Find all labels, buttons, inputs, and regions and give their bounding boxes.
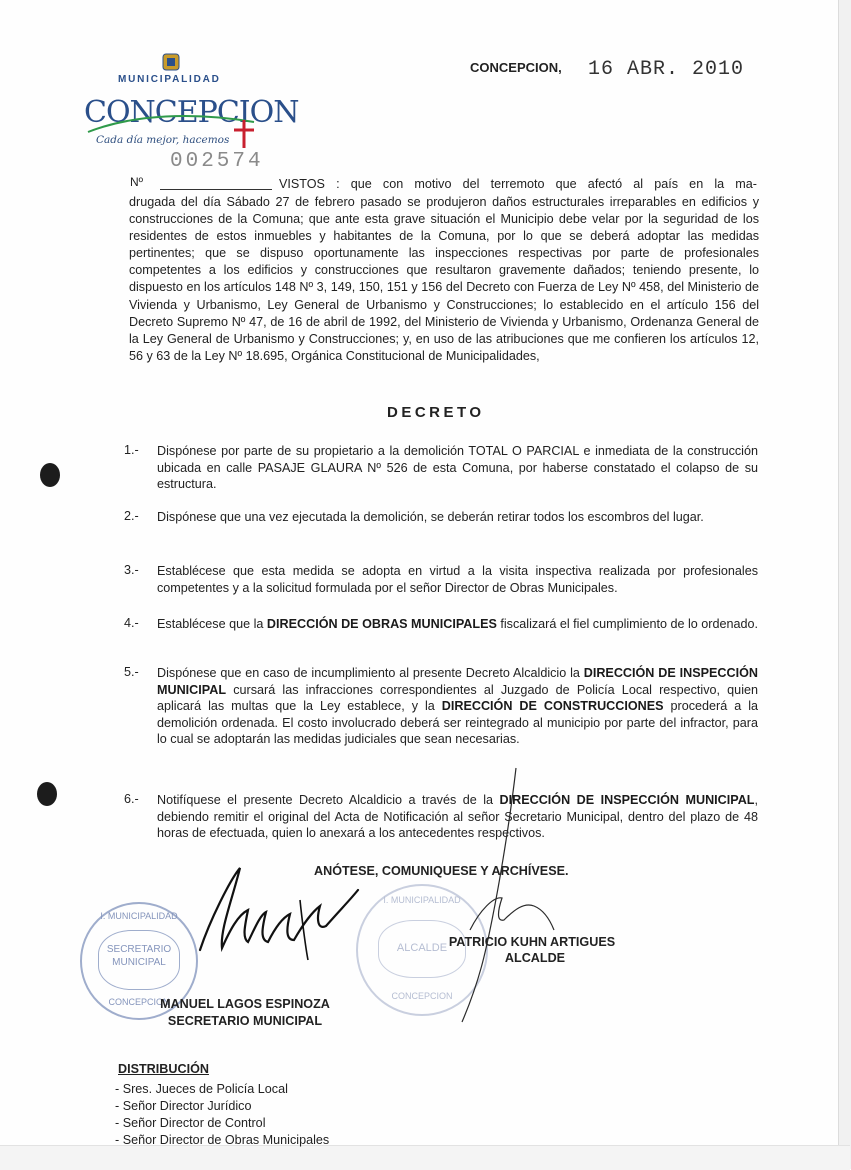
page-edge: [838, 0, 851, 1169]
seal-center-text: SECRETARIO: [106, 944, 172, 955]
logo-municipalidad-text: MUNICIPALIDAD: [118, 74, 221, 85]
decree-item-3: [124, 563, 758, 596]
item-text-run: fiscalizará el fiel cumplimiento de lo ordenado.: [496, 617, 758, 631]
date-stamp: 16 ABR. 2010: [588, 58, 745, 81]
item-text-run: procederá a la demolición ordenada. El costo involucrado deberá ser reintegrado al municipio por parte del infractor, para lo cual se adoptarán las medidas judiciales que sean necesarias.: [157, 699, 759, 747]
item-number: 2.-: [124, 509, 139, 523]
vistos-body: drugada del día Sábado 27 de febrero pasado se produjeron daños estructurales irreparables en edificios y construcciones de la Comuna; que ante esta grave situación el Municipio debe velar por la seguridad de los residentes de estos inmuebles y habitantes de la Comuna, por lo que se deberá adoptar las medidas pertinentes; que se dispuso oportunamente las inspecciones respectivas por parte de profesionales competentes a los edificios y construcciones que resultaron gravemente dañados; teniendo presente, lo dispuesto en los artículos 148 Nº 3, 149, 150, 151 y 156 del Decreto con Fuerza de Ley Nº 458, del Ministerio de Vivienda y Urbanismo, Ley General de Urbanismo y Construcciones; lo establecido en el artículo 156 del Decreto Supremo Nº 47, de 16 de abril de 1992, del Ministerio de Vivienda y Urbanismo, Ordenanza General de la Ley General de Urbanismo y Construcciones; y, en uso de las atribuciones que me confieren los artículos 12, 56 y 63 de la Ley Nº 18.695, Orgánica Constitucional de Municipalidades,: [129, 195, 759, 363]
decree-item-1: [124, 443, 758, 493]
punch-hole: [37, 782, 57, 806]
item-bold-run: DIRECCIÓN DE CONSTRUCCIONES: [441, 699, 664, 714]
alcalde-title: ALCALDE: [504, 951, 566, 965]
alcalde-name: PATRICIO KUHN ARTIGUES: [448, 935, 616, 949]
item-bold-run: DIRECCIÓN DE INSPECCIÓN MUNICIPAL: [157, 666, 758, 697]
decree-number-stamp: 002574: [170, 150, 264, 173]
distribution-list: [115, 1081, 329, 1149]
municipality-logo: [84, 52, 299, 156]
item-text: [157, 665, 758, 748]
secretario-signature: [190, 860, 380, 980]
item-number: 4.-: [124, 616, 139, 630]
seal-ring-text: I. MUNICIPALIDAD: [383, 895, 461, 905]
city-label: CONCEPCION,: [470, 60, 562, 75]
distribution-item: - Señor Director de Obras Municipales: [115, 1133, 330, 1147]
distribution-item: - Señor Director de Control: [115, 1116, 266, 1130]
item-text: [157, 563, 758, 596]
item-text-run: Notifíquese el presente Decreto Alcaldicio a través de la: [157, 793, 500, 807]
seal-bottom-text: CONCEPCION: [108, 997, 170, 1007]
decreto-heading: DECRETO: [387, 404, 485, 421]
item-text: [157, 509, 758, 526]
secretario-name: MANUEL LAGOS ESPINOZA: [160, 997, 330, 1011]
decree-item-4: [124, 616, 758, 633]
item-text: [157, 616, 758, 633]
seal-bottom-text: CONCEPCION: [391, 991, 453, 1001]
item-text-run: Dispónese por parte de su propietario a la demolición TOTAL O PARCIAL e inmediata de la construcción ubicada en calle PASAJE GLAURA Nº 526 de esta Comuna, por haberse constatado el colapso de su estructura.: [157, 444, 758, 492]
secretario-title: SECRETARIO MUNICIPAL: [167, 1014, 323, 1028]
closing-formula: ANÓTESE, COMUNIQUESE Y ARCHÍVESE.: [314, 864, 569, 878]
item-text-run: Establécese que esta medida se adopta en virtud a la visita inspectiva realizada por profesionales competentes y a la solicitud formulada por el señor Director de Obras Municipales.: [157, 564, 758, 595]
item-bold-run: DIRECCIÓN DE INSPECCIÓN MUNICIPAL: [499, 793, 755, 807]
logo-initial: CONCEPCION: [84, 95, 299, 130]
decree-number-line: [160, 189, 272, 190]
distribution-title: DISTRIBUCIÓN: [118, 1062, 209, 1076]
item-number: 1.-: [124, 443, 139, 457]
vistos-first-line: VISTOS : que con motivo del terremoto que afectó al país en la ma-: [279, 177, 757, 191]
item-text: [157, 443, 758, 493]
item-text-run: , debiendo remitir el original del Acta de Notificación al señor Secretario Municipal, dentro del plazo de 48 horas de efectuada, quien lo anexará a los antecedentes respectivos.: [157, 793, 759, 841]
distribution-item: - Señor Director Jurídico: [115, 1099, 252, 1113]
seal-center-text: ALCALDE: [396, 942, 448, 954]
item-bold-run: DIRECCIÓN DE OBRAS MUNICIPALES: [266, 617, 497, 631]
item-text-run: Dispónese que en caso de incumplimiento al presente Decreto Alcaldicio la: [157, 666, 584, 680]
item-number: 5.-: [124, 665, 139, 679]
distribution-item: - Sres. Jueces de Policía Local: [115, 1082, 288, 1096]
decree-item-2: [124, 509, 758, 526]
decree-item-5: [124, 665, 758, 748]
seal-center-text: MUNICIPAL: [112, 957, 166, 968]
decree-number-label: Nº: [130, 175, 144, 189]
logo-slogan: Cada día mejor, hacemos: [96, 134, 230, 146]
seal-ring-text: I. MUNICIPALIDAD: [100, 911, 178, 921]
punch-hole: [40, 463, 60, 487]
item-text-run: Dispónese que una vez ejecutada la demolición, se deberán retirar todos los escombros del lugar.: [157, 510, 704, 524]
item-text-run: cursará las infracciones correspondientes al Juzgado de Policía Local respectivo, quien aplicará las multas que la Ley establece, y la: [157, 682, 758, 714]
item-number: 3.-: [124, 563, 139, 577]
item-number: 6.-: [124, 792, 139, 806]
item-text-run: Establécese que la: [157, 617, 267, 631]
alcalde-signature: [440, 760, 560, 1030]
